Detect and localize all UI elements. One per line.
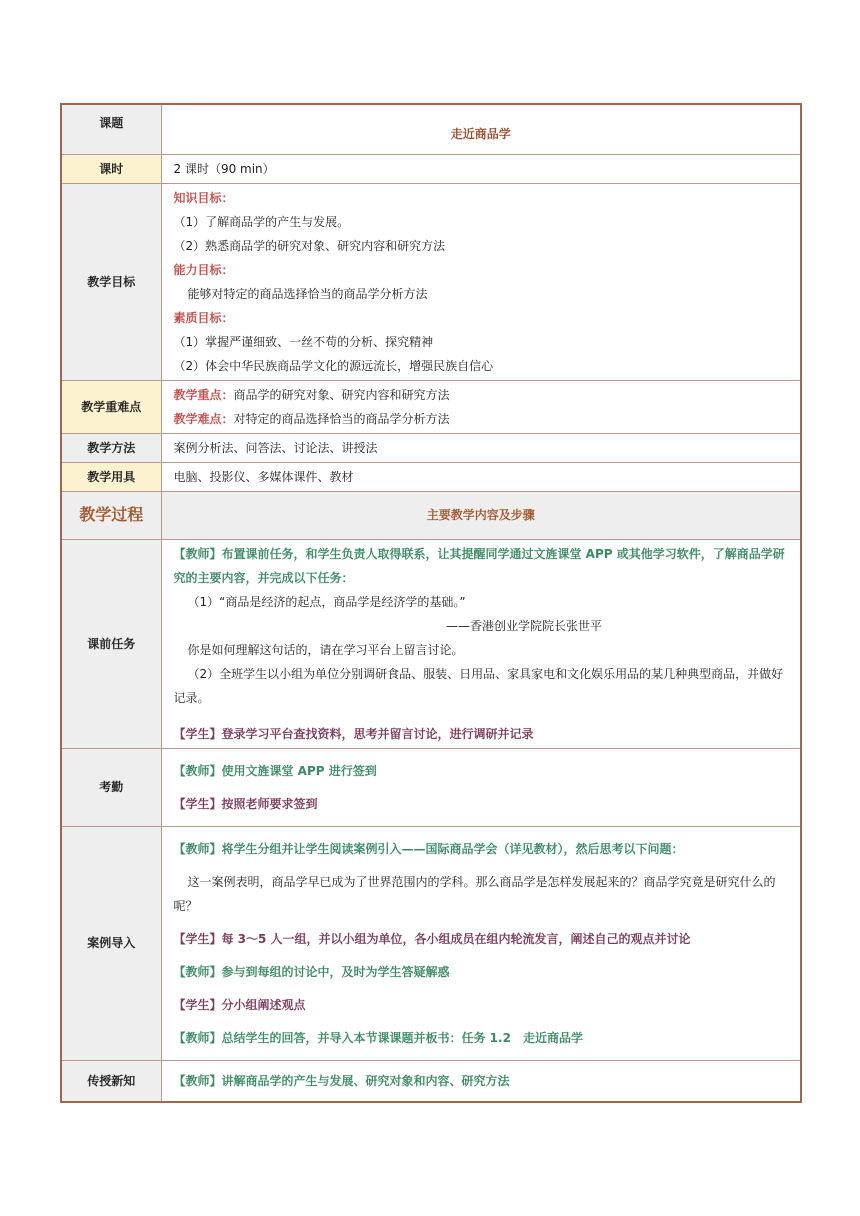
value-methods: 案例分析法、问答法、讨论法、讲授法 xyxy=(161,433,801,462)
difficulty-heading: 教学难点： xyxy=(173,411,234,426)
quality-goal-1: （1）掌握严谨细致、一丝不苟的分析、探究精神 xyxy=(173,334,434,349)
attendance-content xyxy=(161,748,801,826)
quote-source: ——香港创业学院院长张世平 xyxy=(445,618,602,633)
case-teacher-2: 【教师】参与到每组的讨论中，及时为学生答疑解惑 xyxy=(173,964,450,979)
quality-goal-2: （2）体会中华民族商品学文化的源远流长，增强民族自信心 xyxy=(173,358,494,373)
lesson-title: 走近商品学 xyxy=(161,104,801,154)
pre-task-student: 【学生】登录学习平台查找资料，思考并留言讨论，进行调研并记录 xyxy=(173,726,534,741)
case-teacher-3: 【教师】总结学生的回答，并导入本节课课题并板书：任务 1.2 走近商品学 xyxy=(173,1030,583,1045)
case-text: 这一案例表明，商品学早已成为了世界范围内的学科。那么商品学是怎样发展起来的？商品学究竟是研究什么的呢？ xyxy=(173,874,776,913)
case-teacher-1: 【教师】将学生分组并让学生阅读案例引入——国际商品学会（详见教材），然后思考以下问题： xyxy=(173,841,684,856)
label-goals: 教学目标 xyxy=(61,183,161,380)
pre-task-content xyxy=(161,539,801,748)
row-new-knowledge xyxy=(61,1060,801,1102)
row-hours xyxy=(61,154,801,183)
row-topic xyxy=(61,104,801,154)
row-tools xyxy=(61,462,801,491)
key-text: 商品学的研究对象、研究内容和研究方法 xyxy=(233,387,450,402)
row-pre-task xyxy=(61,539,801,748)
row-keypoints xyxy=(61,380,801,433)
label-tools: 教学用具 xyxy=(61,462,161,491)
ability-goal-heading: 能力目标： xyxy=(173,262,234,277)
case-student-2: 【学生】分小组阐述观点 xyxy=(173,997,306,1012)
label-methods: 教学方法 xyxy=(61,433,161,462)
knowledge-goal-1: （1）了解商品学的产生与发展。 xyxy=(173,214,350,229)
row-case-intro xyxy=(61,826,801,1060)
label-attendance: 考勤 xyxy=(61,748,161,826)
goals-content xyxy=(161,183,801,380)
row-attendance xyxy=(61,748,801,826)
value-hours: 2 课时（90 min） xyxy=(161,154,801,183)
row-goals xyxy=(61,183,801,380)
ability-goal-1: 能够对特定的商品选择恰当的商品学分析方法 xyxy=(187,286,428,301)
label-new-knowledge: 传授新知 xyxy=(61,1060,161,1102)
label-topic: 课题 xyxy=(61,104,161,154)
difficulty-text: 对特定的商品选择恰当的商品学分析方法 xyxy=(233,411,450,426)
keypoints-content xyxy=(161,380,801,433)
label-case-intro: 案例导入 xyxy=(61,826,161,1060)
label-hours: 课时 xyxy=(61,154,161,183)
new-knowledge-teacher: 【教师】讲解商品学的产生与发展、研究对象和内容、研究方法 xyxy=(161,1060,801,1102)
knowledge-goal-heading: 知识目标： xyxy=(173,190,234,205)
label-process: 教学过程 xyxy=(61,491,161,539)
pre-task-item-1-question: 你是如何理解这句话的，请在学习平台上留言讨论。 xyxy=(187,642,464,657)
row-process-header xyxy=(61,491,801,539)
attendance-teacher: 【教师】使用文旌课堂 APP 进行签到 xyxy=(173,763,377,778)
label-keypoints: 教学重难点 xyxy=(61,380,161,433)
label-pre-task: 课前任务 xyxy=(61,539,161,748)
key-heading: 教学重点： xyxy=(173,387,234,402)
pre-task-item-2: （2）全班学生以小组为单位分别调研食品、服装、日用品、家具家电和文化娱乐用品的某几种典型商品，并做好记录。 xyxy=(173,666,784,705)
attendance-student: 【学生】按照老师要求签到 xyxy=(173,796,318,811)
row-methods xyxy=(61,433,801,462)
process-heading: 主要教学内容及步骤 xyxy=(161,491,801,539)
case-student-1: 【学生】每 3～5 人一组，并以小组为单位，各小组成员在组内轮流发言，阐述自己的观点并讨论 xyxy=(173,931,691,946)
knowledge-goal-2: （2）熟悉商品学的研究对象、研究内容和研究方法 xyxy=(173,238,446,253)
value-tools: 电脑、投影仪、多媒体课件、教材 xyxy=(161,462,801,491)
pre-task-item-1: （1）“商品是经济的起点，商品学是经济学的基础。” xyxy=(187,594,466,609)
lesson-plan-table xyxy=(60,103,802,1103)
case-intro-content xyxy=(161,826,801,1060)
quality-goal-heading: 素质目标： xyxy=(173,310,234,325)
pre-task-teacher: 【教师】布置课前任务，和学生负责人取得联系，让其提醒同学通过文旌课堂 APP 或其他学习软件，了解商品学研究的主要内容，并完成以下任务： xyxy=(173,546,785,585)
